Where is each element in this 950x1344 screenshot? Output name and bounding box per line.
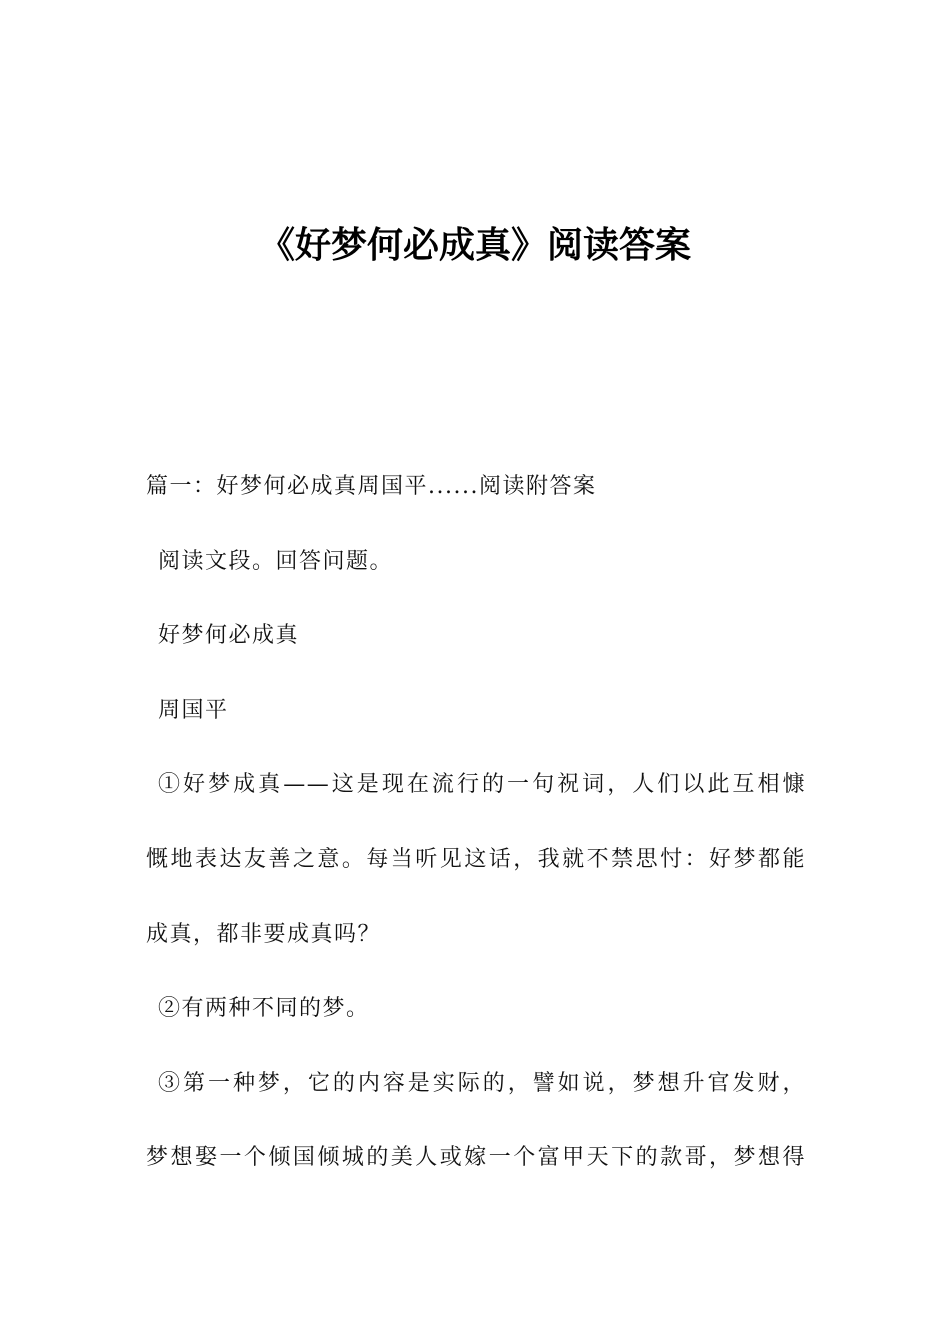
text-line-paragraph-1-cont: 慨地表达友善之意。每当听见这话，我就不禁思忖：好梦都能 (146, 846, 806, 872)
text-line-paragraph-2: ②有两种不同的梦。 (158, 996, 370, 1022)
document-body (146, 450, 806, 1196)
text-line-instruction: 阅读文段。回答问题。 (158, 548, 394, 574)
text-line-article-title: 好梦何必成真 (158, 623, 300, 649)
text-line-paragraph-1-end: 成真，都非要成真吗？ (146, 921, 382, 947)
text-line-section-heading: 篇一：好梦何必成真周国平......阅读附答案 (146, 474, 597, 499)
text-line-author: 周国平 (158, 697, 229, 723)
document-title: 《好梦何必成真》阅读答案 (258, 225, 691, 266)
text-line-paragraph-3-cont: 梦想娶一个倾国倾城的美人或嫁一个富甲天下的款哥，梦想得 (146, 1145, 806, 1171)
text-line-paragraph-3-start: ③第一种梦，它的内容是实际的，譬如说，梦想升官发财， (158, 1070, 806, 1096)
text-line-paragraph-1-start: ①好梦成真——这是现在流行的一句祝词，人们以此互相慷 (158, 772, 806, 798)
